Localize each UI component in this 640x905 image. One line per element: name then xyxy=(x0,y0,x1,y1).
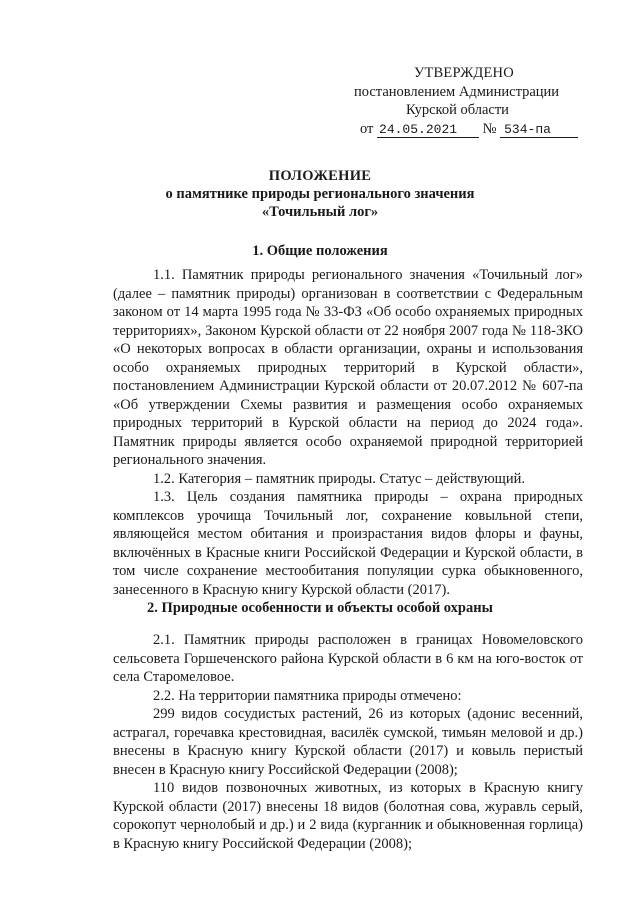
title-line-2: о памятнике природы регионального значения xyxy=(165,186,475,202)
approval-stamp xyxy=(330,64,590,138)
approval-authority: постановлением Администрации xyxy=(354,83,560,100)
document-title xyxy=(80,167,560,221)
title-line-3: «Точильный лог» xyxy=(261,204,379,220)
approval-label: УТВЕРЖДЕНО xyxy=(414,65,514,81)
paragraph-2-1: 2.1. Памятник природы расположен в границах Новомеловского сельсовета Горшеченского района Курской области в 6 км на юго-восток от села Старомеловое. xyxy=(113,632,583,685)
approval-region: Курской области xyxy=(406,102,509,118)
approval-from-label: от xyxy=(360,120,374,137)
title-line-1: ПОЛОЖЕНИЕ xyxy=(268,168,372,184)
approval-date: 24.05.2021 xyxy=(377,123,479,138)
approval-number: 534-па xyxy=(500,123,578,138)
paragraph-2-3: 299 видов сосудистых растений, 26 из которых (адонис весенний, астрагал, горечавка крестовидная, василёк сумской, тимьян меловой и др.) внесены в Красную книгу Курской области (2017) и ковыль перистый внесен в Красную книгу Российской Федерации (2008); xyxy=(113,706,583,778)
paragraph-1-2: 1.2. Категория – памятник природы. Статус – действующий. xyxy=(153,470,525,487)
paragraph-2-2: 2.2. На территории памятника природы отмечено: xyxy=(153,687,462,704)
section-2-heading: 2. Природные особенности и объекты особой охраны xyxy=(147,600,493,616)
section-2-body xyxy=(113,631,583,853)
section-1-heading: 1. Общие положения xyxy=(252,243,388,259)
section-1-body xyxy=(113,266,583,599)
approval-number-label: № xyxy=(482,120,497,137)
paragraph-1-1: 1.1. Памятник природы регионального значения «Точильный лог» (далее – памятник природы) организован в соответствии с Федеральным законом от 14 марта 1995 года № 33-ФЗ «Об особо охраняемых природных территориях», Законом Курской области от 22 ноября 2007 года № 118-ЗКО «О некоторых вопросах в области организации, охраны и использования особо охраняемых природных территорий в Курской области», постановлением Администрации Курской области от 20.07.2012 № 607-па «Об утверждении Схемы развития и размещения особо охраняемых природных территорий в Курской области на период до 2024 года». Памятник природы является особо охраняемой природной территорией регионального значения. xyxy=(113,267,583,468)
paragraph-1-3: 1.3. Цель создания памятника природы – охрана природных комплексов урочища Точильный лог, сохранение ковыльной степи, являющейся местом обитания и произрастания видов флоры и фауны, включённых в Красные книги Российской Федерации и Курской области, в том числе сохранение местообитания популяции сурка обыкновенного, занесенного в Красную книгу Курской области (2017). xyxy=(113,489,583,598)
approval-date-number xyxy=(330,120,590,139)
paragraph-2-4: 110 видов позвоночных животных, из которых в Красную книгу Курской области (2017) внесены 18 видов (болотная сова, журавль серый, сорокопут чернолобый и др.) и 2 вида (курганник и обыкновенная горлица) в Красную книгу Российской Федерации (2008); xyxy=(113,780,583,852)
